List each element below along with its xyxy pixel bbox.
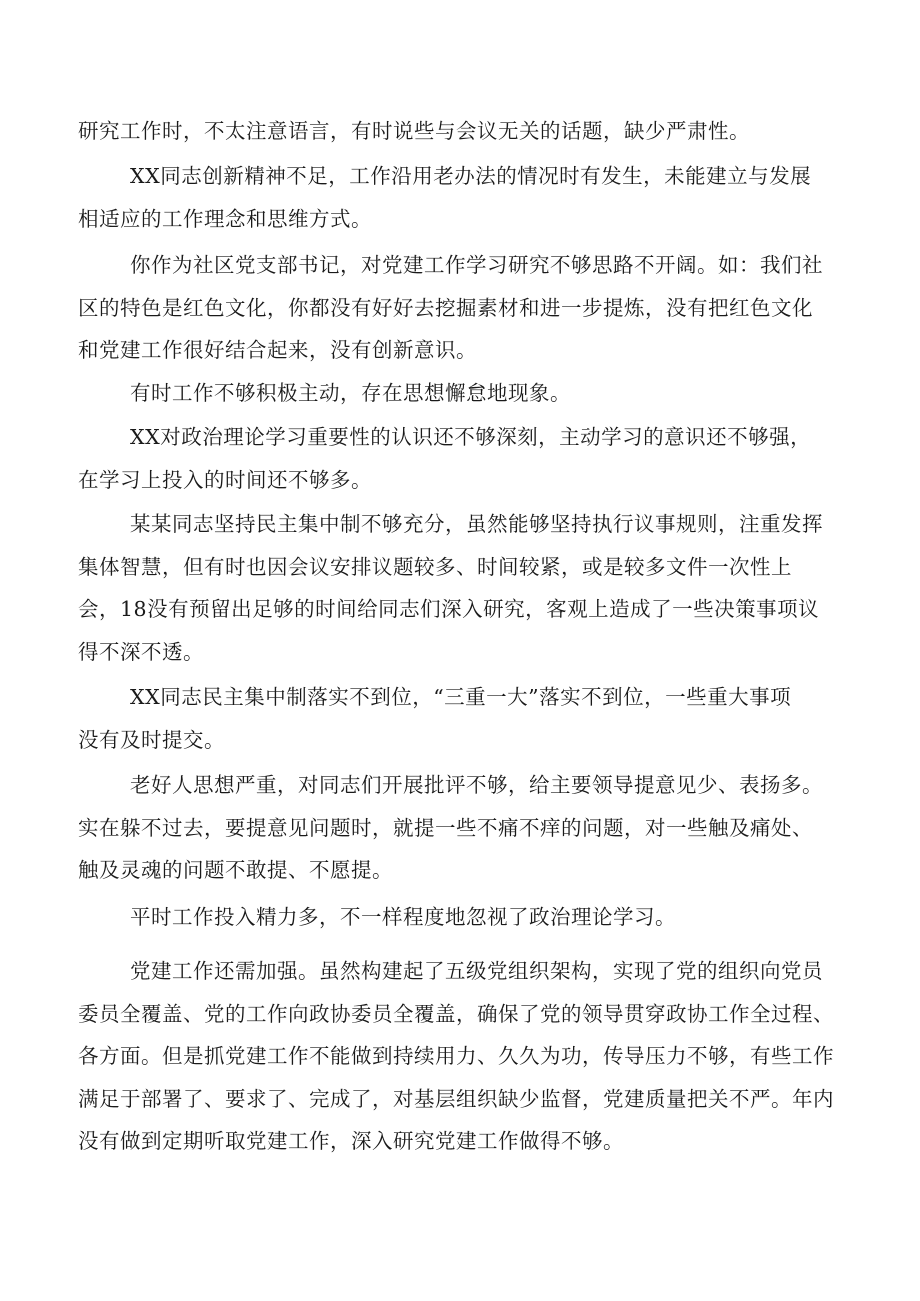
text-line: 研究工作时，不太注意语言，有时说些与会议无关的话题，缺少严肃性。: [78, 119, 750, 143]
paragraph-2: [78, 155, 868, 240]
text-line: 你作为社区党支部书记，对党建工作学习研究不够思路不开阔。如：我们社: [130, 253, 823, 277]
text-line: 各方面。但是抓党建工作不能做到持续用力、久久为功，传导压力不够，有些工作: [78, 1044, 834, 1068]
text-line: 得不深不透。: [78, 639, 204, 664]
text-line: 会，18没有预留出足够的时间给同志们深入研究，客观上造成了一些决策事项议: [78, 597, 820, 621]
text-line: 没有做到定期听取党建工作，深入研究党建工作做得不够。: [78, 1129, 624, 1153]
text-line: 有时工作不够积极主动，存在思想懈怠地现象。: [130, 381, 571, 405]
text-line: XX同志民主集中制落实不到位，“三重一大”落实不到位，一些重大事项: [130, 685, 792, 709]
paragraph-8: [78, 764, 868, 892]
text-line: 区的特色是红色文化，你都没有好好去挖掘素材和进一步提炼，没有把红色文化: [78, 295, 813, 320]
text-line: 集体智慧，但有时也因会议安排议题较多、时间较紧，或是较多文件一次性上: [78, 554, 792, 579]
text-line: 平时工作投入精力多，不一样程度地忽视了政治理论学习。: [130, 905, 676, 929]
paragraph-9: [78, 896, 868, 939]
text-line: 没有及时提交。: [78, 727, 225, 752]
text-line: 在学习上投入的时间还不够多。: [78, 467, 372, 492]
text-line: 和党建工作很好结合起来，没有创新意识。: [78, 338, 477, 362]
text-line: 党建工作还需加强。虽然构建起了五级党组织架构，实现了党的组织向党员: [130, 959, 823, 983]
text-line: 满足于部署了、要求了、完成了，对基层组织缺少监督，党建质量把关不严。年内: [78, 1086, 834, 1111]
text-line: 相适应的工作理念和思维方式。: [78, 206, 372, 231]
text-line: 某某同志坚持民主集中制不够充分，虽然能够坚持执行议事规则，注重发挥: [130, 512, 823, 536]
paragraph-7: [78, 676, 868, 761]
text-line: 老好人思想严重，对同志们开展批评不够，给主要领导提意见少、表扬多。: [130, 773, 823, 797]
text-line: 实在躲不过去，要提意见问题时，就提一些不痛不痒的问题，对一些触及痛处、: [78, 815, 813, 840]
paragraph-4: [78, 372, 868, 415]
paragraph-5: [78, 416, 868, 501]
text-line: XX同志创新精神不足，工作沿用老办法的情况时有发生，未能建立与发展: [130, 164, 812, 188]
text-line: 委员全覆盖、党的工作向政协委员全覆盖，确保了党的领导贯穿政协工作全过程、: [78, 1001, 834, 1026]
text-line: XX对政治理论学习重要性的认识还不够深刻，主动学习的意识还不够强，: [130, 425, 812, 449]
paragraph-6: [78, 503, 868, 673]
paragraph-1: [78, 110, 868, 153]
paragraph-3: [78, 244, 868, 372]
paragraph-10: [78, 950, 868, 1163]
text-line: 触及灵魂的问题不敢提、不愿提。: [78, 858, 393, 882]
